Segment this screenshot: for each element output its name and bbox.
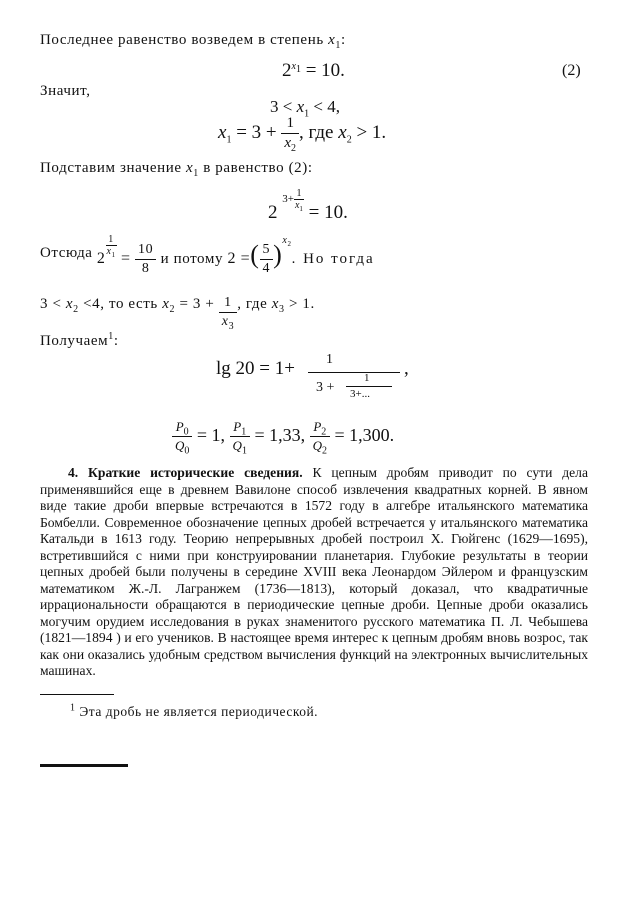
ineq2-lhs-sub: 2 bbox=[169, 303, 176, 315]
footnote bbox=[70, 704, 318, 720]
inequality-1 bbox=[270, 97, 340, 120]
x1-lhs-sub: 1 bbox=[226, 134, 232, 146]
ineq1-sub: 1 bbox=[304, 108, 310, 120]
lg20-inner-num: 1 bbox=[364, 372, 370, 384]
x1-cond-sub: 2 bbox=[346, 134, 352, 146]
poluchaem-footmark: 1 bbox=[108, 331, 114, 342]
eqsub-base: 2 bbox=[268, 202, 278, 223]
otsyuda-paren-exp-sub: 2 bbox=[287, 240, 292, 248]
pq2-val: = 1,300. bbox=[334, 424, 395, 445]
lg20-num: 1 bbox=[326, 352, 333, 367]
ineq1-left: 3 < bbox=[270, 97, 293, 116]
intro-colon: : bbox=[341, 32, 346, 48]
ineq2-num: 1 bbox=[219, 295, 237, 313]
otsyuda-exp-den-var: x bbox=[106, 246, 112, 257]
lg20-continued-fraction bbox=[216, 352, 426, 410]
pq0-p-sub: 0 bbox=[183, 426, 189, 438]
pq1-p: P bbox=[233, 419, 242, 434]
pq-item bbox=[172, 419, 230, 457]
eqsub-rhs: = 10. bbox=[308, 202, 348, 223]
intro-var-sub: 1 bbox=[335, 40, 341, 51]
poluchaem-colon: : bbox=[113, 333, 119, 349]
substitute-rest: в равенство (2): bbox=[203, 160, 313, 176]
intro-line bbox=[40, 32, 346, 49]
pq0-q: Q bbox=[175, 438, 185, 453]
x1-frac-den-var: x bbox=[284, 135, 292, 151]
otsyuda-paren-num: 5 bbox=[260, 242, 274, 260]
section-heading: 4. Краткие исторические сведения. bbox=[68, 465, 303, 480]
ineq2-den-sub: 3 bbox=[228, 320, 235, 332]
otsyuda-paren-den: 4 bbox=[262, 261, 271, 277]
equation-2-label: (2) bbox=[562, 62, 581, 79]
footnote-text: Эта дробь не является периодической. bbox=[79, 704, 319, 719]
pq-values bbox=[172, 419, 395, 457]
ineq2-to-est: то есть bbox=[108, 295, 158, 312]
x1-mid: = 3 + bbox=[236, 121, 277, 143]
ineq2-mid: = 3 + bbox=[179, 295, 215, 312]
lg20-lhs: lg 20 = 1+ bbox=[216, 358, 295, 379]
footnote-mark: 1 bbox=[70, 702, 76, 714]
x1-equation bbox=[218, 115, 386, 152]
x1-cond-rest: > 1. bbox=[356, 121, 387, 143]
inequality-2-line bbox=[40, 287, 315, 332]
eqsub-exp-num: 1 bbox=[294, 188, 304, 200]
ineq1-var: x bbox=[296, 97, 305, 116]
pq2-q-sub: 2 bbox=[321, 445, 327, 457]
section-body: К цепным дробям приводит по сути дела применявшийся еще в древнем Вавилоне способ извлечения квадратных корней. В явном виде такие дроби впервые встречаются в 1572 году в алгебре итальянского математика Бомбелли. Современное обозначение цепных дробей встречается у итальянского математика Катальди в 1613 году. Теорию непрерывных дробей построил Х. Гюйгенс (1629—1695), встретившийся с ними при конструировании планетария. Глубокие результаты в теории цепных дробей были получены в середине XVIII века Леонардом Эйлером и французским математиком Ж.-Л. Лагранжем (1736—1813), который доказал, что квадратичные иррациональности обращаются в периодические цепные дроби. Цепные дроби оказались могучим орудием исследования в руках знаменитого русского математика П. Л. Чебышева (1821—1894 ) и его учеников. В настоящее время интерес к цепным дробям вновь возрос, так как они оказались удобным средством вычисления функций на электронных вычислительных машинах. bbox=[40, 465, 588, 678]
pq0-q-sub: 0 bbox=[184, 445, 190, 457]
ineq2-left: 3 < bbox=[40, 295, 62, 312]
x1-fraction bbox=[281, 115, 299, 152]
pq2-p: P bbox=[313, 419, 322, 434]
pq-item bbox=[230, 419, 310, 457]
eq2-exp-sub: 1 bbox=[295, 63, 301, 75]
otsyuda-den: 8 bbox=[141, 261, 150, 277]
eq2-base: 2 bbox=[282, 60, 292, 81]
substitute-var: x bbox=[186, 160, 194, 176]
x1-cond-var: x bbox=[338, 121, 347, 143]
substituted-equation bbox=[268, 188, 348, 223]
intro-var: x bbox=[328, 32, 336, 48]
substitute-text: Подставим значение bbox=[40, 160, 182, 176]
otsyuda-num: 10 bbox=[135, 242, 156, 260]
pq2-p-sub: 2 bbox=[321, 426, 327, 438]
lg20-inner-bar bbox=[346, 386, 392, 387]
pq2-q: Q bbox=[312, 438, 322, 453]
pq1-p-sub: 1 bbox=[241, 426, 247, 438]
pq1-q: Q bbox=[232, 438, 242, 453]
otsyuda-end: . Но тогда bbox=[291, 251, 375, 267]
substitute-line bbox=[40, 160, 313, 177]
ineq2-sub: 2 bbox=[73, 303, 79, 315]
x1-where: , где bbox=[299, 121, 334, 143]
lg20-inner-den: 3+... bbox=[350, 388, 370, 400]
ineq2-cond-sub: 3 bbox=[279, 303, 285, 315]
end-rule bbox=[40, 764, 128, 767]
otsyuda-word: Отсюда bbox=[40, 245, 93, 261]
historical-section bbox=[40, 465, 588, 680]
eqsub-exp-den-var: x bbox=[294, 200, 300, 211]
substitute-sub: 1 bbox=[193, 168, 199, 179]
eqsub-exp-den-sub: 1 bbox=[299, 205, 303, 213]
lg20-fraction-bar bbox=[308, 372, 400, 373]
eqsub-exp-int: 3+ bbox=[282, 193, 294, 206]
poluchaem-text: Получаем bbox=[40, 333, 109, 349]
x1-lhs-var: x bbox=[218, 121, 227, 143]
znachit-text: Значит, bbox=[40, 83, 91, 99]
footnote-rule bbox=[40, 694, 114, 695]
ineq2-where: , где bbox=[237, 295, 268, 312]
ineq2-right: <4, bbox=[83, 295, 105, 312]
pq1-q-sub: 1 bbox=[241, 445, 247, 457]
otsyuda-paren-exp-var: x bbox=[282, 235, 288, 246]
ineq1-right: < 4, bbox=[313, 97, 340, 116]
lg20-comma: , bbox=[404, 358, 409, 379]
intro-text: Последнее равенство возведем в степень bbox=[40, 32, 324, 48]
otsyuda-two: 2 = bbox=[227, 250, 251, 267]
ineq2-den-var: x bbox=[221, 314, 229, 329]
otsyuda-exp-den-sub: 1 bbox=[111, 251, 116, 259]
x1-frac-num: 1 bbox=[281, 115, 299, 134]
eq2-exp-var: x bbox=[291, 60, 296, 72]
ineq2-var: x bbox=[65, 295, 74, 312]
pq0-p: P bbox=[175, 419, 184, 434]
lg20-inner-int: 3 + bbox=[316, 380, 335, 395]
otsyuda-and: и потому bbox=[160, 251, 224, 267]
x1-frac-den-sub: 2 bbox=[291, 143, 297, 154]
pq1-val: = 1,33, bbox=[254, 424, 306, 445]
otsyuda-eq: = bbox=[121, 250, 131, 267]
equation-2 bbox=[282, 60, 345, 82]
pq-item bbox=[310, 419, 395, 457]
otsyuda-exp-num: 1 bbox=[106, 234, 117, 246]
otsyuda-base: 2 bbox=[96, 250, 106, 267]
ineq2-cond-rest: > 1. bbox=[289, 295, 315, 312]
poluchaem-line bbox=[40, 333, 119, 350]
eq2-rhs: = 10. bbox=[305, 60, 345, 81]
otsyuda-line: Отсюда 2 $\frac{1}{x_1}$ = $\frac{10}{8}$ и потому 2 =( $\frac{5}{4}$ )$^{x_2}$. Но тогда bbox=[40, 234, 375, 277]
ineq2-cond-var: x bbox=[271, 295, 280, 312]
pq0-val: = 1, bbox=[196, 424, 226, 445]
ineq2-lhs-var: x bbox=[162, 295, 170, 312]
